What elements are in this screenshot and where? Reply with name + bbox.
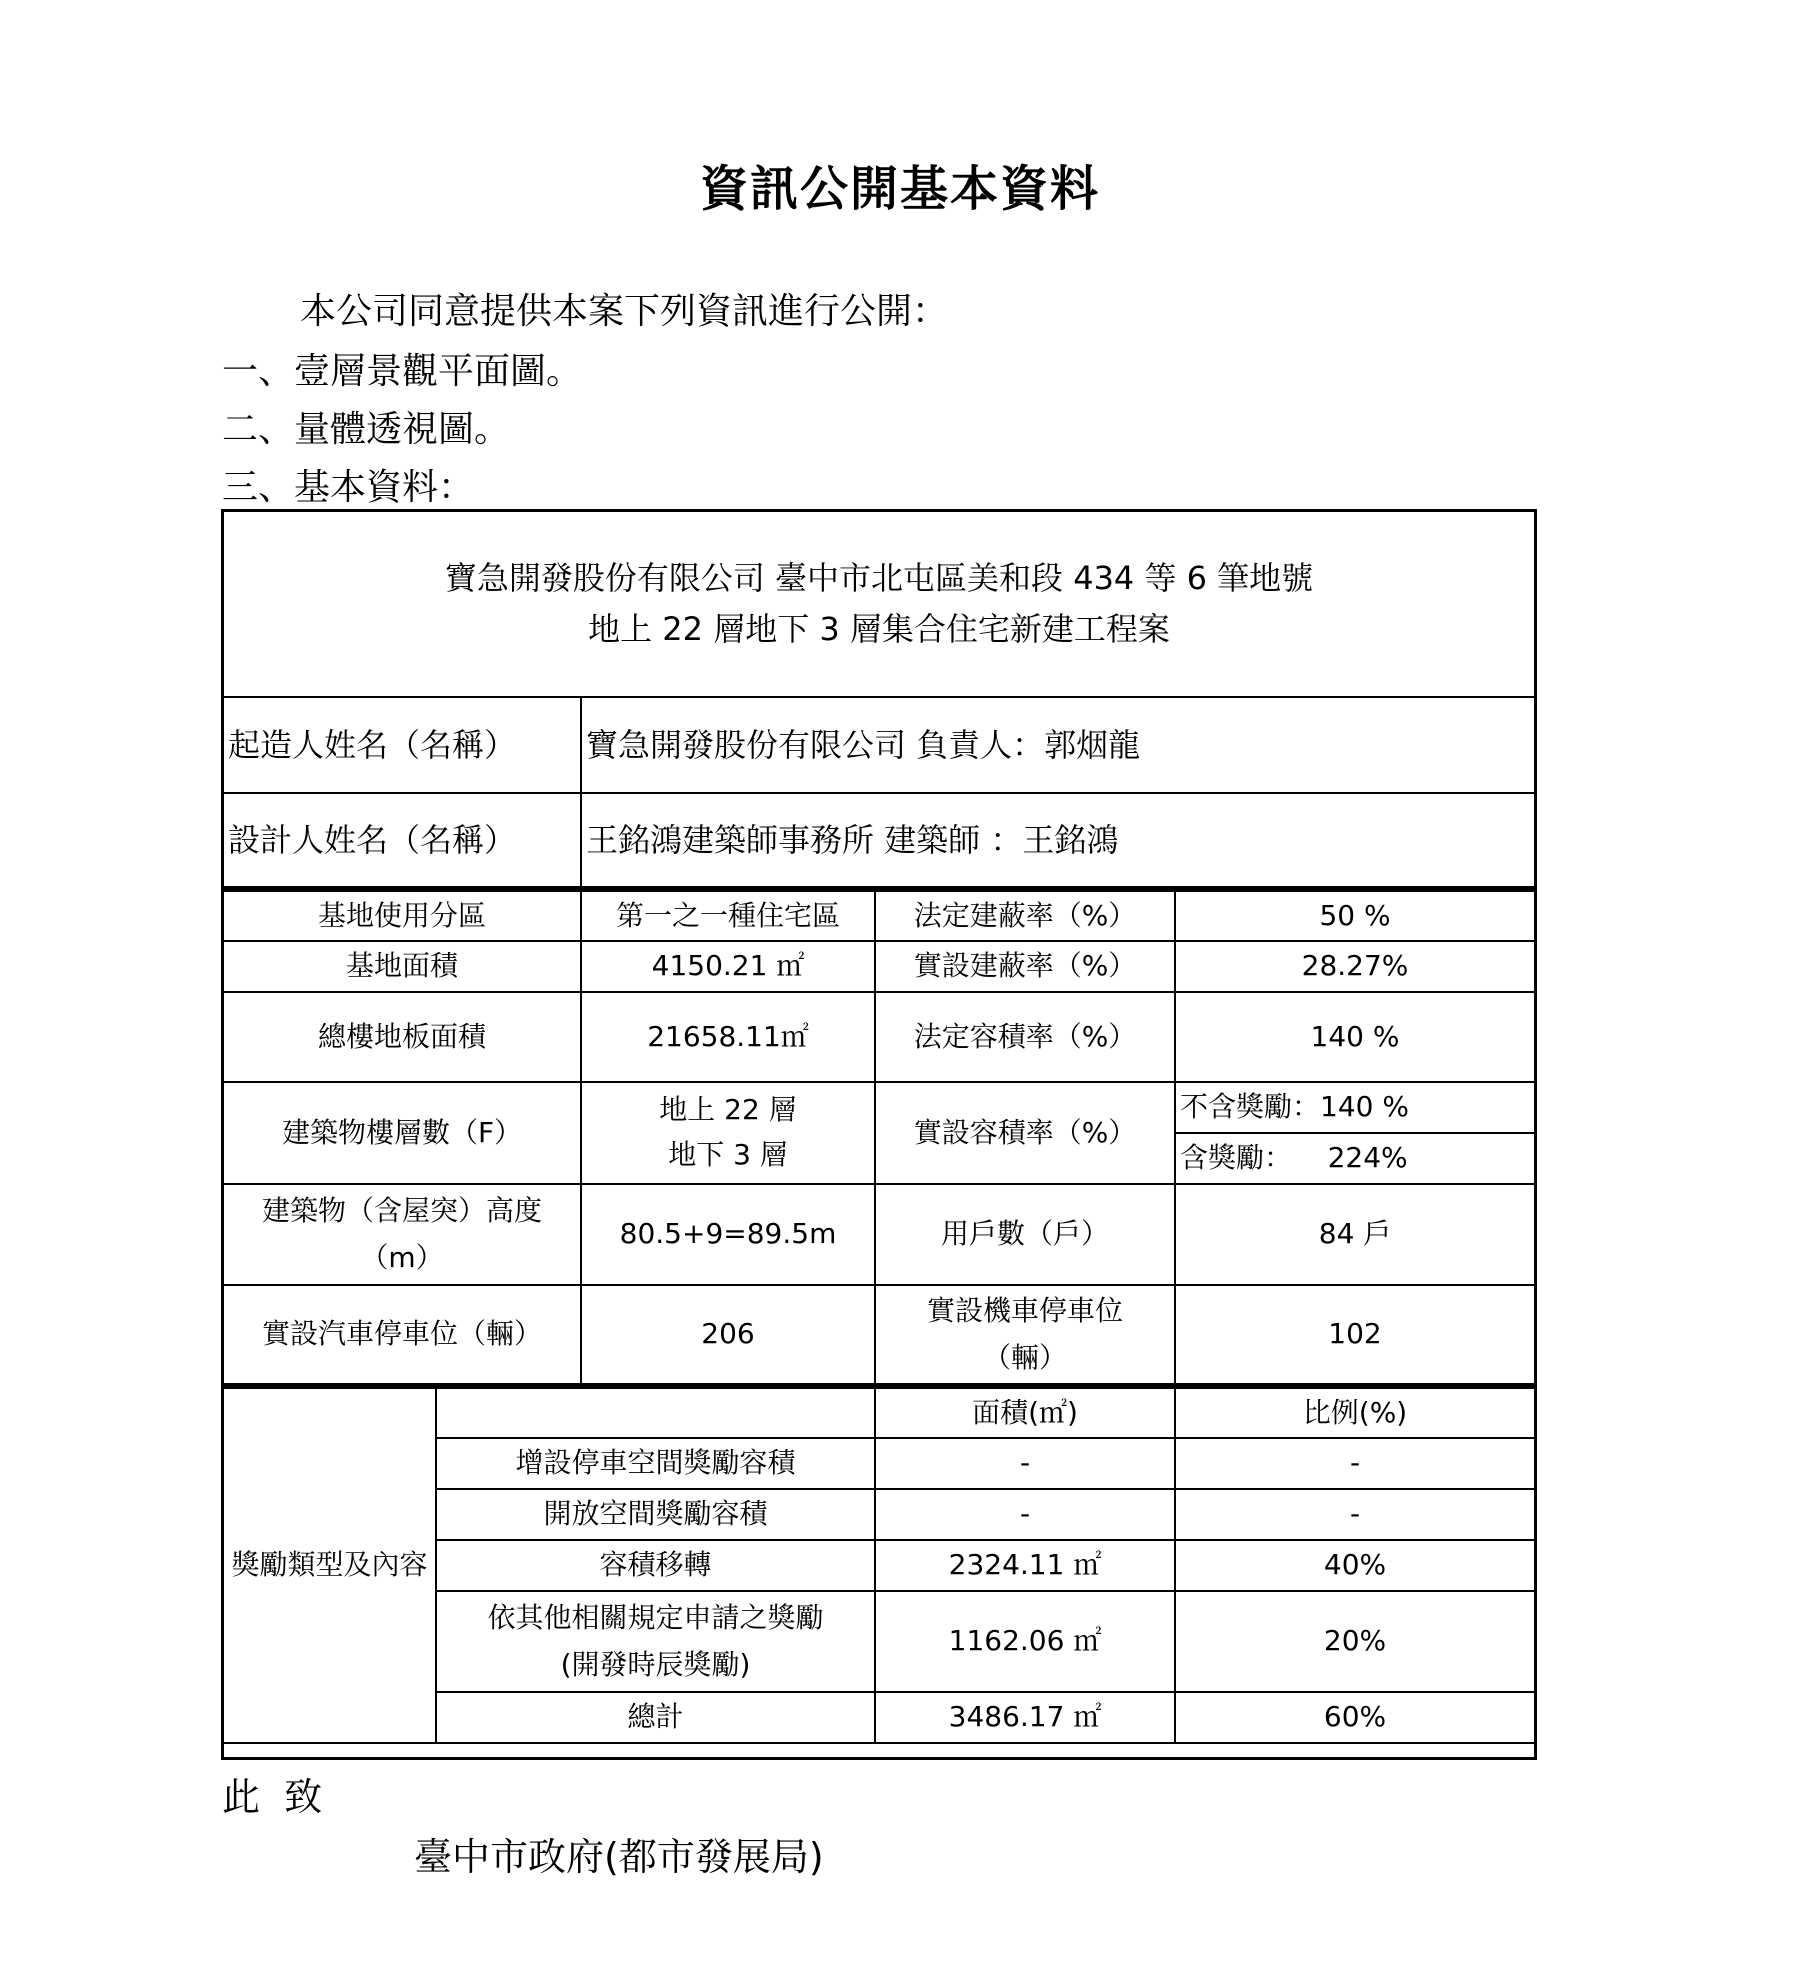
height-label-cell (223, 1184, 581, 1285)
height-value: 80.5+9=89.5m (581, 1184, 875, 1285)
floors-above: 地上 22 層 (659, 1093, 797, 1127)
floors-value-cell (581, 1082, 875, 1184)
moto-parking-label-line1: 實設機車停車位 (926, 1293, 1123, 1327)
bonus-row-name: 開放空間獎勵容積 (436, 1489, 875, 1540)
height-label-line1: 建築物（含屋突）高度 (261, 1193, 542, 1227)
project-title-line2: 地上 22 層地下 3 層集合住宅新建工程案 (588, 610, 1170, 648)
bonus-total-ratio: 60% (1175, 1692, 1535, 1743)
list-item-perspective: 二、量體透視圖。 (222, 409, 511, 450)
car-parking-label: 實設汽車停車位（輛） (223, 1285, 581, 1386)
intro-text: 本公司同意提供本案下列資訊進行公開： (300, 291, 949, 332)
applicant-value: 寶急開發股份有限公司 負責人：郭烟龍 (581, 697, 1535, 793)
actual-far-label: 實設容積率（%） (875, 1082, 1175, 1184)
bonus-col-area: 面積(㎡) (875, 1386, 1175, 1438)
far-no-bonus: 不含獎勵：140 % (1175, 1082, 1535, 1133)
bonus-header-blank (436, 1386, 875, 1438)
far-with-bonus: 含獎勵： 224% (1175, 1133, 1535, 1184)
zone-value: 第一之一種住宅區 (581, 889, 875, 941)
zone-label: 基地使用分區 (223, 889, 581, 941)
actual-coverage-label: 實設建蔽率（%） (875, 941, 1175, 992)
bonus-row-area: 1162.06 ㎡ (875, 1591, 1175, 1692)
bonus-row-name: 增設停車空間獎勵容積 (436, 1438, 875, 1489)
bonus-row-name-line2: (開發時辰獎勵) (560, 1647, 751, 1681)
actual-coverage-value: 28.27% (1175, 941, 1535, 992)
bonus-col-ratio: 比例(%) (1175, 1386, 1535, 1438)
floors-label: 建築物樓層數（F） (223, 1082, 581, 1184)
designer-value: 王銘鴻建築師事務所 建築師 ：王銘鴻 (581, 793, 1535, 889)
project-title-cell (223, 511, 1535, 697)
bonus-row-ratio: 20% (1175, 1591, 1535, 1692)
site-area-value: 4150.21 ㎡ (581, 941, 875, 992)
units-label: 用戶數（戶） (875, 1184, 1175, 1285)
page-title: 資訊公開基本資料 (699, 161, 1100, 217)
applicant-label: 起造人姓名（名稱） (223, 697, 581, 793)
closing-recipient: 臺中市政府(都市發展局) (414, 1835, 824, 1879)
basic-info-table (222, 510, 1536, 1744)
car-parking-value: 206 (581, 1285, 875, 1386)
bonus-row-name-line1: 依其他相關規定申請之獎勵 (487, 1600, 824, 1634)
legal-far-value: 140 % (1175, 992, 1535, 1082)
legal-far-label: 法定容積率（%） (875, 992, 1175, 1082)
list-item-basic-info: 三、基本資料： (222, 467, 475, 508)
bonus-total-area: 3486.17 ㎡ (875, 1692, 1175, 1743)
floor-area-value: 21658.11㎡ (581, 992, 875, 1082)
project-title-line1: 寶急開發股份有限公司 臺中市北屯區美和段 434 等 6 筆地號 (444, 558, 1314, 597)
legal-coverage-value: 50 % (1175, 889, 1535, 941)
site-area-label: 基地面積 (223, 941, 581, 992)
moto-parking-label-line2: （輛） (982, 1340, 1067, 1374)
designer-label: 設計人姓名（名稱） (223, 793, 581, 889)
height-label-line2: （m） (360, 1240, 444, 1274)
floors-below: 地下 3 層 (668, 1138, 788, 1171)
bonus-row-ratio: 40% (1175, 1540, 1535, 1591)
bonus-row-area: - (875, 1489, 1175, 1540)
bonus-total-label: 總計 (436, 1692, 875, 1743)
bonus-row-area: 2324.11 ㎡ (875, 1540, 1175, 1591)
bonus-row-area: - (875, 1438, 1175, 1489)
bonus-row-name: 容積移轉 (436, 1540, 875, 1591)
closing-salutation: 此 致 (222, 1775, 323, 1819)
moto-parking-label-cell (875, 1285, 1175, 1386)
units-value: 84 戶 (1175, 1184, 1535, 1285)
legal-coverage-label: 法定建蔽率（%） (875, 889, 1175, 941)
bonus-section-label: 獎勵類型及內容 (223, 1386, 436, 1743)
floor-area-label: 總樓地板面積 (223, 992, 581, 1082)
bonus-row-ratio: - (1175, 1438, 1535, 1489)
bonus-row-name-cell (436, 1591, 875, 1692)
moto-parking-value: 102 (1175, 1285, 1535, 1386)
bonus-row-ratio: - (1175, 1489, 1535, 1540)
list-item-landscape-plan: 一、壹層景觀平面圖。 (222, 351, 583, 392)
